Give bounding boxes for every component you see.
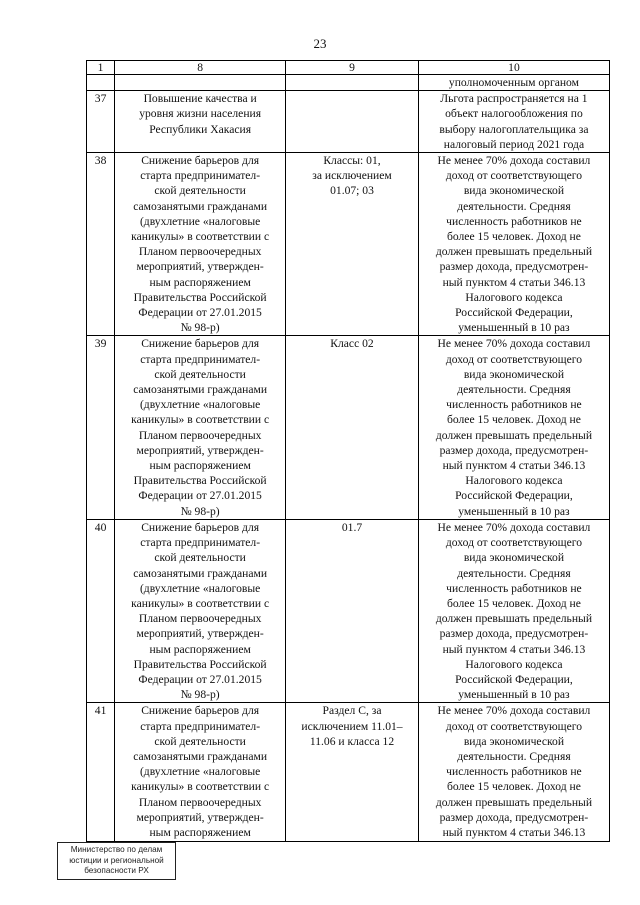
cell: [115, 75, 286, 91]
cell-line: Не менее 70% дохода составил: [437, 337, 591, 351]
conditions-cell: [418, 336, 609, 519]
cell-line: Снижение барьеров для: [141, 704, 260, 718]
measure-cell: [115, 91, 286, 153]
cell-line: Планом первоочередных: [138, 795, 262, 809]
cell-line: старта предпринимател-: [140, 719, 261, 733]
cell-line: уменьшенный в 10 раз: [458, 321, 570, 335]
classification-cell: [286, 703, 419, 842]
cell-line: доход от соответствующего: [445, 352, 582, 366]
continuation-text: уполномоченным органом: [418, 75, 609, 91]
cell-line: Классы: 01,: [323, 154, 381, 168]
cell-line: самозанятыми гражданами: [133, 199, 268, 213]
cell-line: ный пунктом 4 статьи 346.13: [442, 275, 586, 289]
cell-line: Планом первоочередных: [138, 428, 262, 442]
cell-line: за исключением: [312, 169, 392, 183]
cell-line: каникулы» в соответствии с: [131, 596, 270, 610]
cell-line: № 98-р): [180, 688, 220, 702]
cell: [286, 75, 419, 91]
cell-line: более 15 человек. Доход не: [446, 596, 581, 610]
cell-line: (двухлетние «налоговые: [139, 581, 261, 595]
cell-line: № 98-р): [180, 321, 220, 335]
cell-line: размер дохода, предусмотрен-: [439, 260, 589, 274]
cell-line: ным распоряжением: [149, 825, 251, 839]
cell-line: Республики Хакасия: [149, 122, 252, 136]
cell-line: старта предпринимател-: [140, 536, 261, 550]
row-number: 37: [87, 91, 115, 153]
conditions-cell: [418, 703, 609, 842]
cell-line: Снижение барьеров для: [141, 154, 260, 168]
cell-line: деятельности. Средняя: [457, 199, 571, 213]
cell-line: вида экономической: [463, 367, 565, 381]
cell-line: мероприятий, утвержден-: [136, 810, 264, 824]
cell-line: Правительства Российской: [133, 290, 267, 304]
cell-line: Российской Федерации,: [455, 672, 573, 686]
cell-line: Российской Федерации,: [455, 489, 573, 503]
cell-line: Федерации от 27.01.2015: [138, 306, 262, 320]
row-number: 39: [87, 336, 115, 519]
stamp-line: безопасности РХ: [84, 866, 149, 875]
cell-line: размер дохода, предусмотрен-: [439, 627, 589, 641]
cell-line: ный пунктом 4 статьи 346.13: [442, 642, 586, 656]
page-number: 23: [313, 36, 327, 51]
cell-line: Планом первоочередных: [138, 612, 262, 626]
cell-line: доход от соответствующего: [445, 536, 582, 550]
cell-line: численность работников не: [446, 765, 582, 779]
cell-line: старта предпринимател-: [140, 352, 261, 366]
cell-line: Налогового кодекса: [465, 657, 563, 671]
cell-line: Не менее 70% дохода составил: [437, 154, 591, 168]
stamp-line: Министерство по делам: [70, 845, 163, 854]
continuation-row: [87, 75, 610, 91]
cell-line: уровня жизни населения: [139, 107, 262, 121]
cell-line: 11.06 и класса 12: [309, 734, 395, 748]
cell: [87, 75, 115, 91]
cell-line: Федерации от 27.01.2015: [138, 489, 262, 503]
cell-line: должен превышать предельный: [435, 795, 593, 809]
cell-line: Не менее 70% дохода составил: [437, 704, 591, 718]
cell-line: ской деятельности: [154, 734, 246, 748]
cell-line: доход от соответствующего: [445, 169, 582, 183]
header-col-9: 9: [286, 61, 419, 75]
header-col-10: 10: [418, 61, 609, 75]
cell-line: вида экономической: [463, 734, 565, 748]
cell-line: более 15 человек. Доход не: [446, 780, 581, 794]
conditions-cell: [418, 153, 609, 336]
cell-line: каникулы» в соответствии с: [131, 780, 270, 794]
classification-cell: [286, 519, 419, 702]
cell-line: деятельности. Средняя: [457, 383, 571, 397]
cell-line: численность работников не: [446, 581, 582, 595]
stamp-line: юстиции и региональной: [69, 855, 164, 865]
document-table: [86, 60, 610, 842]
classification-cell: [286, 91, 419, 153]
cell-line: должен превышать предельный: [435, 245, 593, 259]
row-number: 41: [87, 703, 115, 842]
cell-line: размер дохода, предусмотрен-: [439, 443, 589, 457]
table-header-row: [87, 61, 610, 75]
cell-line: более 15 человек. Доход не: [446, 413, 581, 427]
classification-cell: [286, 336, 419, 519]
cell-line: доход от соответствующего: [445, 719, 582, 733]
cell-line: налоговый период 2021 года: [443, 137, 585, 151]
cell-line: уменьшенный в 10 раз: [458, 688, 570, 702]
cell-line: мероприятий, утвержден-: [136, 627, 264, 641]
table-row: [87, 153, 610, 336]
table-row: [87, 91, 610, 153]
table-row: [87, 336, 610, 519]
cell-line: (двухлетние «налоговые: [139, 214, 261, 228]
cell-line: Класс 02: [330, 337, 374, 351]
cell-line: размер дохода, предусмотрен-: [439, 810, 589, 824]
measure-cell: [115, 153, 286, 336]
cell-line: ным распоряжением: [149, 459, 251, 473]
cell-line: более 15 человек. Доход не: [446, 230, 581, 244]
conditions-cell: [418, 91, 609, 153]
cell-line: самозанятыми гражданами: [133, 566, 268, 580]
cell-line: мероприятий, утвержден-: [136, 260, 264, 274]
classification-cell: [286, 153, 419, 336]
cell-line: Не менее 70% дохода составил: [437, 520, 591, 534]
cell-line: должен превышать предельный: [435, 612, 593, 626]
cell-line: вида экономической: [463, 184, 565, 198]
cell-line: 01.7: [341, 520, 363, 534]
cell-line: Правительства Российской: [133, 657, 267, 671]
cell-line: самозанятыми гражданами: [133, 749, 268, 763]
measure-cell: [115, 519, 286, 702]
measure-cell: [115, 336, 286, 519]
cell-line: Раздел С, за: [322, 704, 382, 718]
cell-line: Налогового кодекса: [465, 474, 563, 488]
cell-line: численность работников не: [446, 214, 582, 228]
cell-line: вида экономической: [463, 551, 565, 565]
table-row: [87, 703, 610, 842]
conditions-cell: [418, 519, 609, 702]
cell-line: Федерации от 27.01.2015: [138, 672, 262, 686]
cell-line: № 98-р): [180, 504, 220, 518]
cell-line: Правительства Российской: [133, 474, 267, 488]
cell-line: Российской Федерации,: [455, 306, 573, 320]
cell-line: исключением 11.01–: [301, 719, 403, 733]
header-col-8: 8: [115, 61, 286, 75]
cell-line: самозанятыми гражданами: [133, 383, 268, 397]
header-col-1: 1: [87, 61, 115, 75]
cell-line: Повышение качества и: [143, 92, 257, 106]
row-number: 40: [87, 519, 115, 702]
table-row: [87, 519, 610, 702]
cell-line: численность работников не: [446, 398, 582, 412]
cell-line: должен превышать предельный: [435, 428, 593, 442]
cell-line: ным распоряжением: [149, 642, 251, 656]
cell-line: деятельности. Средняя: [457, 566, 571, 580]
cell-line: 01.07; 03: [330, 184, 374, 198]
row-number: 38: [87, 153, 115, 336]
cell-line: выбору налогоплательщика за: [439, 122, 589, 136]
cell-line: каникулы» в соответствии с: [131, 230, 270, 244]
cell-line: Льгота распространяется на 1: [440, 92, 588, 106]
cell-line: ской деятельности: [154, 551, 246, 565]
measure-cell: [115, 703, 286, 842]
cell-line: Планом первоочередных: [138, 245, 262, 259]
cell-line: ской деятельности: [154, 184, 246, 198]
cell-line: Налогового кодекса: [465, 290, 563, 304]
cell-line: старта предпринимател-: [140, 169, 261, 183]
cell-line: Снижение барьеров для: [141, 520, 260, 534]
cell-line: мероприятий, утвержден-: [136, 443, 264, 457]
cell-line: уменьшенный в 10 раз: [458, 504, 570, 518]
cell-line: (двухлетние «налоговые: [139, 765, 261, 779]
cell-line: ным распоряжением: [149, 275, 251, 289]
ministry-stamp: [57, 842, 176, 880]
cell-line: каникулы» в соответствии с: [131, 413, 270, 427]
cell-line: объект налогообложения по: [445, 107, 583, 121]
cell-line: ный пунктом 4 статьи 346.13: [442, 459, 586, 473]
cell-line: Снижение барьеров для: [141, 337, 260, 351]
cell-line: ской деятельности: [154, 367, 246, 381]
cell-line: ный пунктом 4 статьи 346.13: [442, 825, 586, 839]
cell-line: деятельности. Средняя: [457, 749, 571, 763]
cell-line: (двухлетние «налоговые: [139, 398, 261, 412]
